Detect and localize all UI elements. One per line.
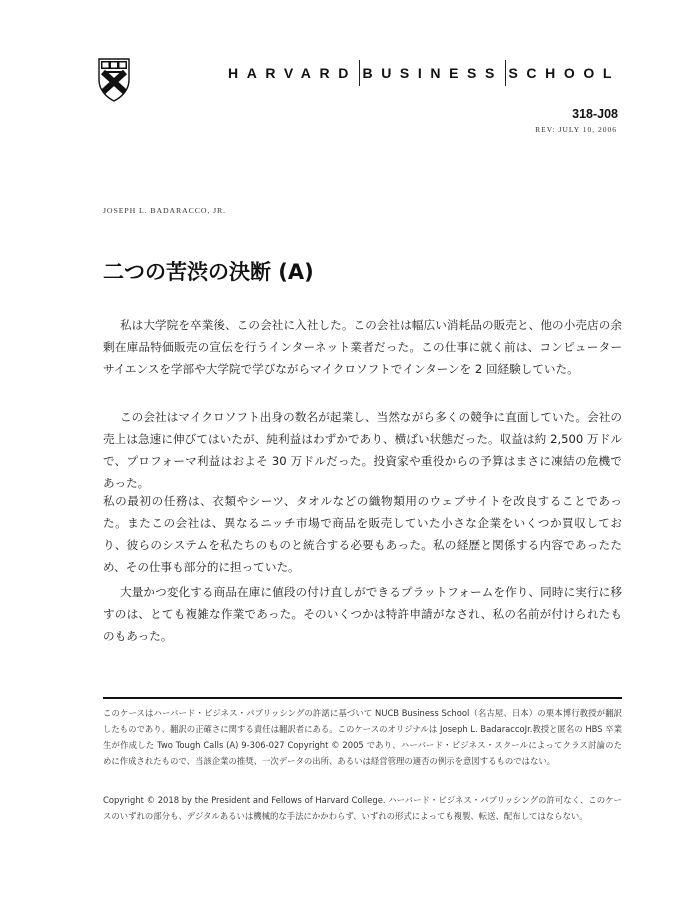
wordmark-divider <box>359 60 361 86</box>
wordmark-business: BUSINESS <box>362 65 503 81</box>
wordmark-divider <box>505 60 507 86</box>
wordmark-harvard: HARVARD <box>228 65 357 81</box>
body-paragraph: この会社はマイクロソフト出身の数名が起業し、当然ながら多くの競争に直面していた。会社の売上は急速に伸びてはいたが、純利益はわずかであり、横ばい状態だった。収益は約 2,500 万ドルで、プロフォーマ利益はおよそ 30 万ドルだった。投資家や重役からの予算はまさに凍結の危機であった。 <box>103 410 622 490</box>
wordmark-school: SCHOOL <box>508 65 620 81</box>
author-name: JOSEPH L. BADARACCO, JR. <box>103 206 226 215</box>
body-paragraph: 私は大学院を卒業後、この会社に入社した。この会社は幅広い消耗品の販売と、他の小売店の余剰在庫品特価販売の宣伝を行うインターネット業者だった。この仕事に就く前は、コンピューターサイエンスを学部や大学院で学びながらマイクロソフトでインターンを 2 回経験していた。 <box>103 318 622 376</box>
body-paragraph: 大量かつ変化する商品在庫に値段の付け直しができるプラットフォームを作り、同時に実行に移すのは、とても複雑な作業であった。そのいくつかは特許申請がなされ、私の名前が付けられたものもあった。 <box>103 585 622 643</box>
body-paragraph: 私の最初の任務は、衣類やシーツ、タオルなどの織物類用のウェブサイトを改良することであった。またこの会社は、異なるニッチ市場で商品を販売していた小さな企業をいくつか買収しており、彼らのシステムを私たちのものと統合する必要もあった。私の経歴と関係する内容であったため、その仕事も部分的に担っていた。 <box>103 494 622 574</box>
institution-wordmark <box>228 62 620 84</box>
revision-date: REV: JULY 10, 2006 <box>535 125 617 134</box>
document-title: 二つの苦渋の決断 (A) <box>103 260 314 284</box>
footnote-divider <box>103 697 622 699</box>
hbs-shield-icon <box>98 58 130 102</box>
copyright-notice: Copyright © 2018 by the President and Fellows of Harvard College. ハーバード・ビジネス・パブリッシングの許可なく、このケースのいずれの部分も、デジタルあるいは機械的な手法にかかわらず、いずれの形式によっても複製、転送、配布してはならない。 <box>103 795 622 821</box>
translation-note: このケースはハーバード・ビジネス・パブリッシングの許諾に基づいて NUCB Business School（名古屋、日本）の栗本博行教授が翻訳したものであり、翻訳の正確さに関する責任は翻訳者にある。このケースのオリジナルは Joseph L. BadaraccoJr.教授と匿名の HBS 卒業生が作成した Two Tough Calls (A) 9-306-027 Copyright © 2005 であり、ハーバード・ビジネス・スクールによってクラス討論のために作成されたもので、当該企業の推奨、一次データの出所、あるいは経営管理の適否の例示を意図するものではない。 <box>103 708 622 766</box>
case-number: 318-J08 <box>572 107 618 121</box>
